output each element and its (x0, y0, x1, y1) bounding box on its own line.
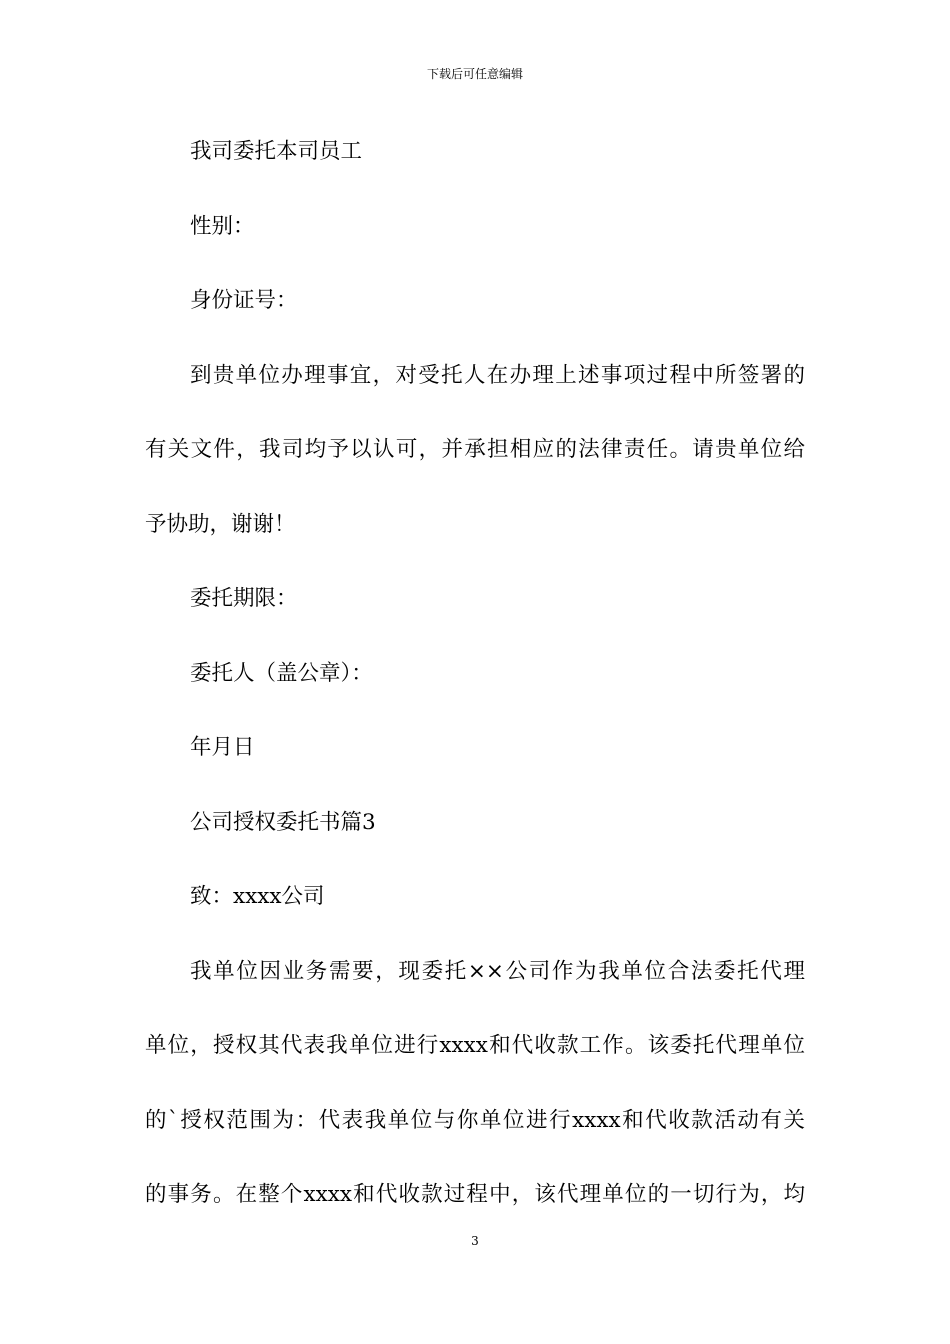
paragraph-line: 委托人（盖公章）： (190, 661, 373, 686)
paragraph-line: 有关文件，我司均予以认可，并承担相应的法律责任。请贵单位给 (145, 437, 805, 462)
paragraph-line: 年月日 (190, 735, 255, 760)
page-header-note: 下载后可任意编辑 (426, 67, 523, 81)
section-heading: 公司授权委托书篇3 (190, 810, 376, 835)
paragraph-line: 我单位因业务需要，现委托××公司作为我单位合法委托代理 (190, 959, 805, 984)
paragraph-line: 单位，授权其代表我单位进行xxxx和代收款工作。该委托代理单位 (145, 1033, 805, 1058)
paragraph-line: 的`授权范围为：代表我单位与你单位进行xxxx和代收款活动有关 (145, 1108, 805, 1133)
paragraph-line: 予协助，谢谢！ (145, 512, 296, 537)
page-number: 3 (471, 1234, 479, 1248)
paragraph-line: 性别： (190, 214, 255, 239)
paragraph-line: 我司委托本司员工 (190, 139, 363, 164)
paragraph-line: 的事务。在整个xxxx和代收款过程中，该代理单位的一切行为，均 (145, 1182, 805, 1207)
paragraph-line: 致：xxxx公司 (190, 884, 325, 909)
paragraph-line: 委托期限： (190, 586, 298, 611)
paragraph-line: 身份证号： (190, 288, 298, 313)
paragraph-line: 到贵单位办理事宜，对受托人在办理上述事项过程中所签署的 (190, 363, 805, 388)
